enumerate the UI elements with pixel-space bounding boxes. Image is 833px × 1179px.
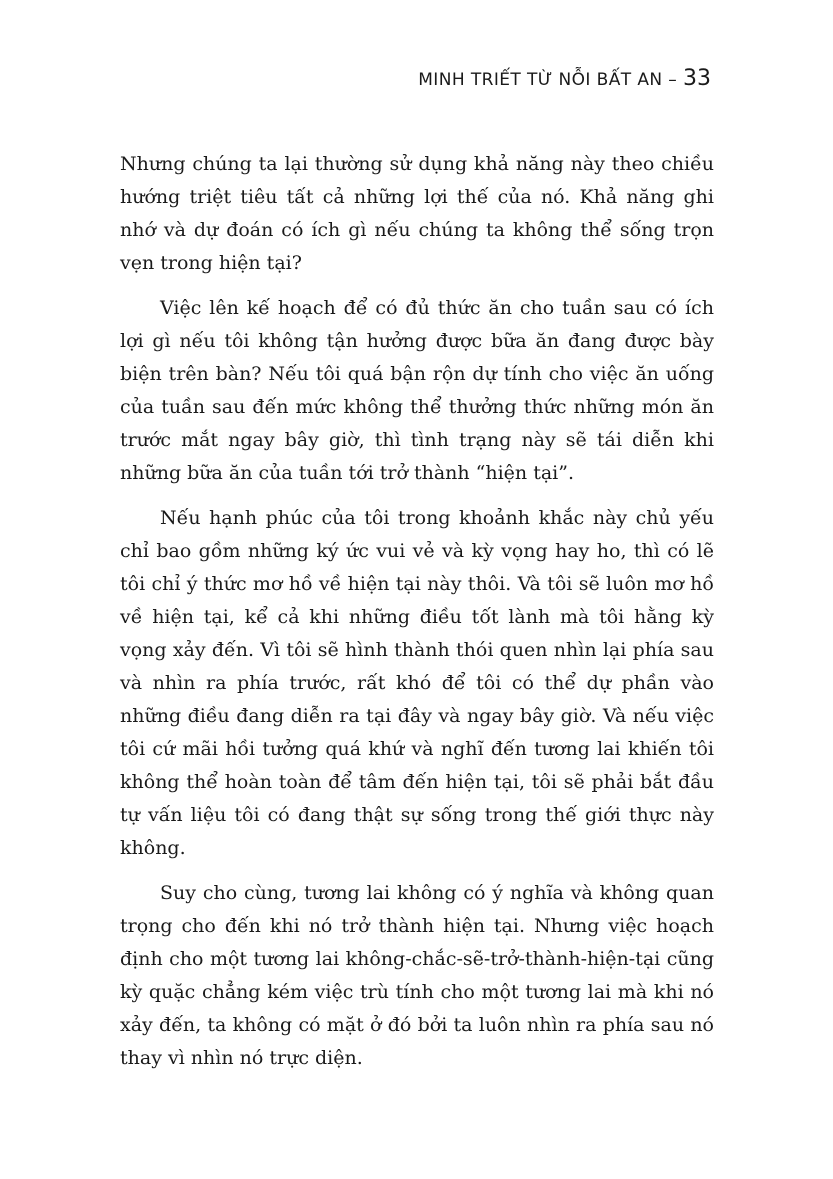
paragraph-1: Nhưng chúng ta lại thường sử dụng khả năng này theo chiều hướng triệt tiêu tất cả những lợi thế của nó. Khả năng ghi nhớ và dự đoán có ích gì nếu chúng ta không thể sống trọn vẹn trong hiện tại?: [120, 153, 714, 274]
page-number: 33: [683, 66, 711, 91]
paragraph-2: Việc lên kế hoạch để có đủ thức ăn cho tuần sau có ích lợi gì nếu tôi không tận hưởng được bữa ăn đang được bày biện trên bàn? Nếu tôi quá bận rộn dự tính cho việc ăn uống của tuần sau đến mức không thể thưởng thức những món ăn trước mắt ngay bây giờ, thì tình trạng này sẽ tái diễn khi những bữa ăn của tuần tới trở thành “hiện tại”.: [120, 297, 714, 484]
paragraph-3: Nếu hạnh phúc của tôi trong khoảnh khắc này chủ yếu chỉ bao gồm những ký ức vui vẻ và kỳ vọng hay ho, thì có lẽ tôi chỉ ý thức mơ hồ về hiện tại này thôi. Và tôi sẽ luôn mơ hồ về hiện tại, kể cả khi những điều tốt lành mà tôi hằng kỳ vọng xảy đến. Vì tôi sẽ hình thành thói quen nhìn lại phía sau và nhìn ra phía trước, rất khó để tôi có thể dự phần vào những điều đang diễn ra tại đây và ngay bây giờ. Và nếu việc tôi cứ mãi hồi tưởng quá khứ và nghĩ đến tương lai khiến tôi không thể hoàn toàn để tâm đến hiện tại, tôi sẽ phải bắt đầu tự vấn liệu tôi có đang thật sự sống trong thế giới thực này không.: [120, 507, 714, 859]
body-text: [120, 148, 714, 1087]
paragraph-4: Suy cho cùng, tương lai không có ý nghĩa và không quan trọng cho đến khi nó trở thành hiện tại. Nhưng việc hoạch định cho một tương lai không-chắc-sẽ-trở-thành-hiện-tại cũng kỳ quặc chẳng kém việc trù tính cho một tương lai mà khi nó xảy đến, ta không có mặt ở đó bởi ta luôn nhìn ra phía sau nó thay vì nhìn nó trực diện.: [120, 882, 714, 1069]
header-separator: –: [662, 70, 683, 90]
running-title: MINH TRIẾT TỪ NỖI BẤT AN: [418, 70, 663, 90]
running-header: [418, 66, 711, 91]
